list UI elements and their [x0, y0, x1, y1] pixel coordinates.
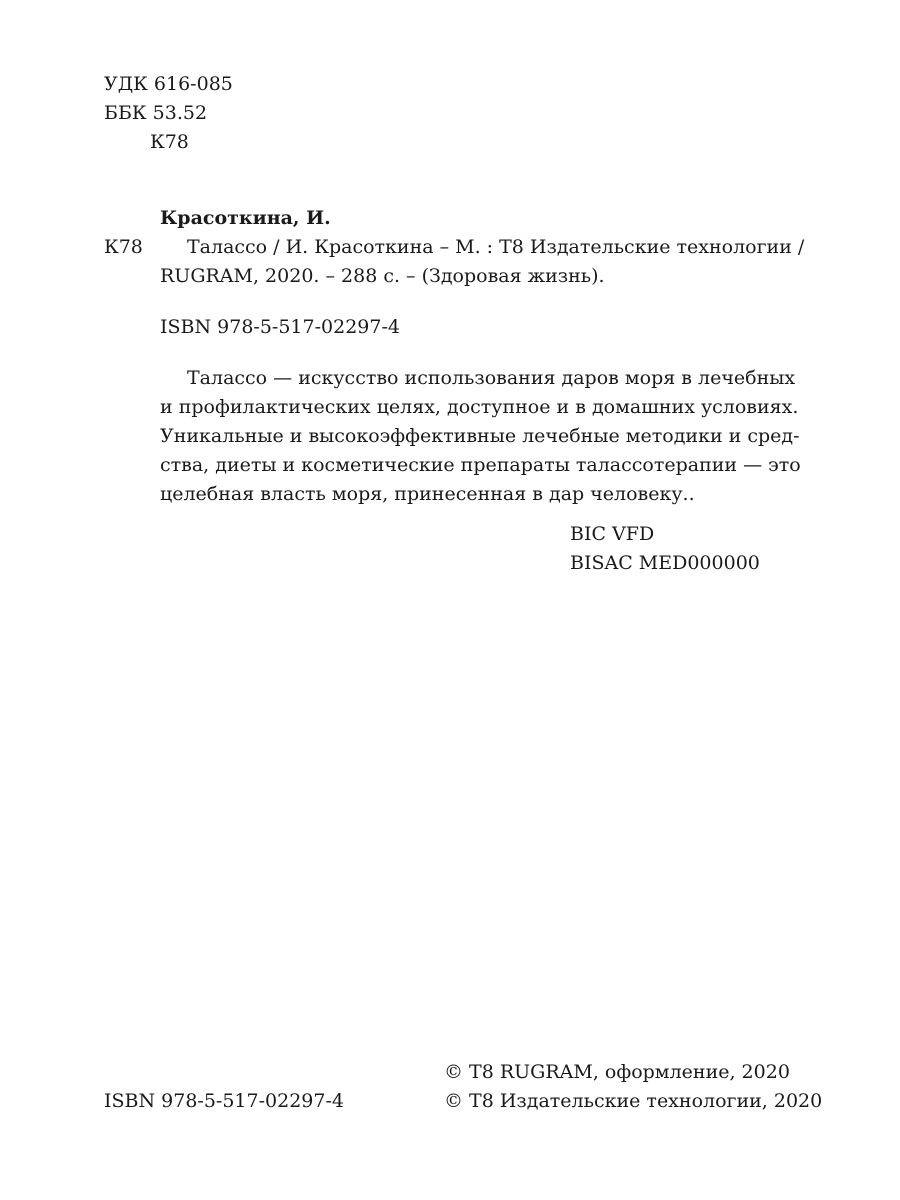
annotation-paragraph	[160, 364, 801, 509]
author-heading: Красоткина, И.	[160, 207, 331, 229]
udk-code: УДК 616-085	[104, 73, 233, 95]
annotation-line: Талассо — искусство использования даров моря в лечебных	[187, 367, 796, 389]
record-cutter-code: К78	[104, 236, 143, 258]
copyright-publisher: © Т8 Издательские технологии, 2020	[444, 1090, 823, 1112]
annotation-line: целебная власть моря, принесенная в дар человеку..	[160, 483, 695, 505]
bisac-code: BISAC MED000000	[570, 552, 760, 574]
copyright-design: © Т8 RUGRAM, оформление, 2020	[444, 1061, 790, 1083]
annotation-line: ства, диеты и косметические препараты талассотерапии — это	[160, 454, 801, 476]
bibliographic-description-line: RUGRAM, 2020. – 288 с. – (Здоровая жизнь).	[160, 265, 605, 287]
annotation-line: Уникальные и высокоэффективные лечебные методики и сред-	[160, 425, 800, 447]
cutter-code: К78	[150, 131, 189, 153]
annotation-line: и профилактических целях, доступное и в домашних условиях.	[160, 396, 799, 418]
bbk-code: ББК 53.52	[104, 102, 208, 124]
isbn-footer: ISBN 978-5-517-02297-4	[104, 1090, 344, 1112]
bic-code: BIC VFD	[570, 523, 655, 545]
bibliographic-description-line: Талассо / И. Красоткина – М. : Т8 Издательские технологии /	[187, 236, 805, 258]
isbn-record: ISBN 978-5-517-02297-4	[160, 316, 400, 338]
